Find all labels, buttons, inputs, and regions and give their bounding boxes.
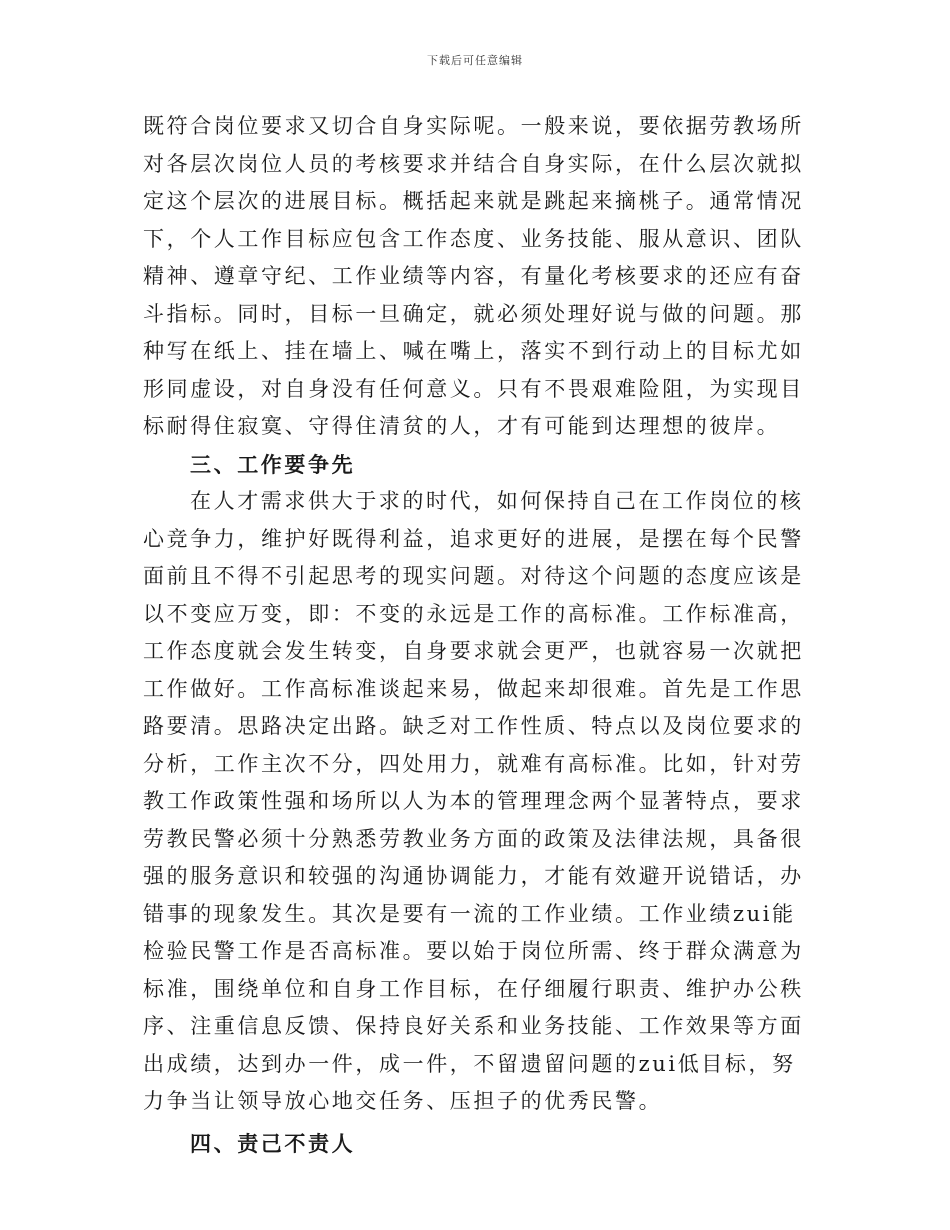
document-body	[143, 108, 811, 1162]
paragraph-continuation: 既符合岗位要求又切合自身实际呢。一般来说，要依据劳教场所对各层次岗位人员的考核要求并结合自身实际，在什么层次就拟定这个层次的进展目标。概括起来就是跳起来摘桃子。通常情况下，个人工作目标应包含工作态度、业务技能、服从意识、团队精神、遵章守纪、工作业绩等内容，有量化考核要求的还应有奋斗指标。同时，目标一旦确定，就必须处理好说与做的问题。那种写在纸上、挂在墙上、喊在嘴上，落实不到行动上的目标尤如形同虚设，对自身没有任何意义。只有不畏艰难险阻，为实现目标耐得住寂寞、守得住清贫的人，才有可能到达理想的彼岸。	[143, 114, 804, 438]
section-heading-4: 四、责己不责人	[190, 1130, 356, 1156]
paragraph-section-3: 在人才需求供大于求的时代，如何保持自己在工作岗位的核心竞争力，维护好既得利益，追求更好的进展，是摆在每个民警面前且不得不引起思考的现实问题。对待这个问题的态度应该是以不变应万变，即：不变的永远是工作的高标准。工作标准高，工作态度就会发生转变，自身要求就会更严，也就容易一次就把工作做好。工作高标准谈起来易，做起来却很难。首先是工作思路要清。思路决定出路。缺乏对工作性质、特点以及岗位要求的分析，工作主次不分，四处用力，就难有高标准。比如，针对劳教工作政策性强和场所以人为本的管理理念两个显著特点，要求劳教民警必须十分熟悉劳教业务方面的政策及法律法规，具备很强的服务意识和较强的沟通协调能力，才能有效避开说错话，办错事的现象发生。其次是要有一流的工作业绩。工作业绩zui能检验民警工作是否高标准。要以始于岗位所需、终于群众满意为标准，围绕单位和自身工作目标，在仔细履行职责、维护办公秩序、注重信息反馈、保持良好关系和业务技能、工作效果等方面出成绩，达到办一件，成一件，不留遗留问题的zui低目标，努力争当让领导放心地交任务、压担子的优秀民警。	[143, 489, 804, 1113]
page-header: 下载后可任意编辑	[427, 54, 523, 67]
section-heading-3: 三、工作要争先	[190, 451, 356, 477]
